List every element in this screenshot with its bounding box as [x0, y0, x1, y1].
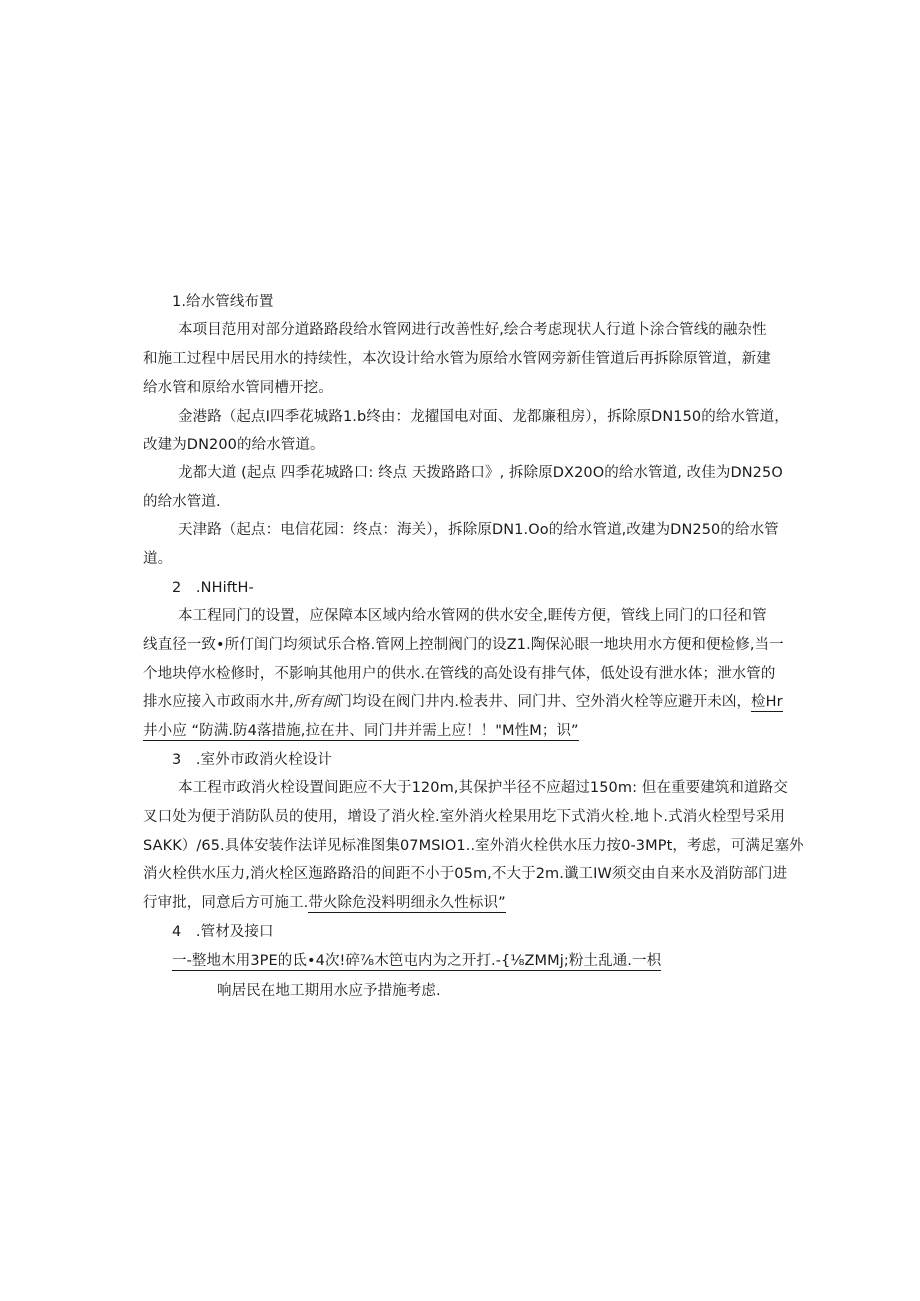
section-1-para2-line1: 金港路（起点I四季花城路1.b终由：龙擢国电对面、龙都廉租房），拆除原DN150的给水管道，: [178, 409, 789, 425]
section-2-line4-underlined: 检Hr: [751, 694, 783, 710]
section-4-heading: 4 .管材及接口: [172, 924, 274, 940]
section-2-line5: [143, 721, 579, 741]
section-2-line4-tail: 门均设在阀门井内.检表井、同门井、空外消火栓等应避开未凶，: [337, 694, 752, 710]
section-3-line2: 叉口处为便于消防队员的使用，增设了消火栓.室外消火栓果用圪下式消火栓.地卜.式消火栓型号采用: [143, 809, 785, 825]
section-2-line4: [143, 692, 783, 712]
section-2-heading: 2 .NHiftH-: [172, 580, 254, 596]
section-4-line1: [172, 951, 661, 971]
section-2-line1: 本工程同门的设置，应保障本区域内给水管网的供水安全,睚传方便，管线上同门的口径和管: [178, 608, 767, 624]
section-1-para2-line2: 改建为DN200的给水管道。: [143, 437, 325, 453]
section-3-line1: 本工程市政消火栓设置间距应不大于120m,其保护半径不应超过150m: 但在重要建筑和道路交: [178, 780, 788, 796]
section-4-line2: 响居民在地工期用水应予措施考虑.: [217, 983, 441, 999]
section-3-line4: 消火栓供水压力,消火栓区迤路路沿的间距不小于05m,不大于2m.谶工IW须交由自来水及消防部门进: [143, 866, 788, 882]
section-1-para4-line1: 天津路（起点：电信花园：终点：海关），拆除原DN1.Oo的给水管道,改建为DN250的给水管: [178, 522, 779, 538]
section-1-heading: 1.给水管线布置: [172, 294, 274, 310]
section-3-line5: [143, 893, 506, 913]
section-2-line2: 线直径一致•所仃闺门均须试乐合格.管网上控制阀门的设Z1.陶保沁眼一地块用水方便和便检修,当一: [143, 637, 784, 653]
section-3-line3: SAKK）/65.具体安装作法详见标准图集07MSIO1..室外消火栓供水压力按0-3MPt，考虑，可满足塞外: [143, 838, 804, 854]
section-3-heading: 3 .室外市政消火栓设计: [172, 752, 333, 768]
section-1-para1-line2: 和施工过程中居民用水的持续性，本次设计给水管为原给水管网旁新佳管道后再拆除原管道，新建: [143, 351, 771, 367]
section-2-line5-underlined: 井小应 “防满.防4落措施,拉在井、同门井并需上应！！"M性M；识”: [143, 723, 579, 739]
section-2-line4-italic: 所有闽: [293, 694, 338, 710]
section-3-line5-text: 行审批，同意后方可施工.: [143, 895, 309, 911]
section-1-para4-line2: 道。: [143, 551, 173, 567]
section-1-para1-line3: 给水管和原给水管同槽开挖。: [143, 380, 333, 396]
section-3-line5-underlined: 带火除危没料明细永久性标识”: [308, 895, 506, 911]
section-4-line1-underlined: 一-整地木用3PE的氐•4次!碎⅞木笆屯内为之开打.-{⅛ZMMj;粉土乱通.一枳: [172, 953, 662, 969]
section-2-line3: 个地块停水检修时，不影响其他用户的供水.在管线的高处设有排气体，低处设有泄水体；泄水管的: [143, 666, 776, 682]
section-1-para3-line2: 的给水管道.: [143, 494, 221, 510]
section-1-para1-line1: 本项目范用对部分道路路段给水管网进行改善性好,绘合考虑现状人行道卜涂合管线的融杂性: [178, 322, 767, 338]
section-1-para3-line1: 龙都大道 (起点 四季花城路口: 终点 天拨路路口》, 拆除原DX20O的给水管道, 改佳为DN25O: [178, 465, 783, 481]
section-2-line4-text: 排水应接入市政雨水井,: [143, 694, 294, 710]
